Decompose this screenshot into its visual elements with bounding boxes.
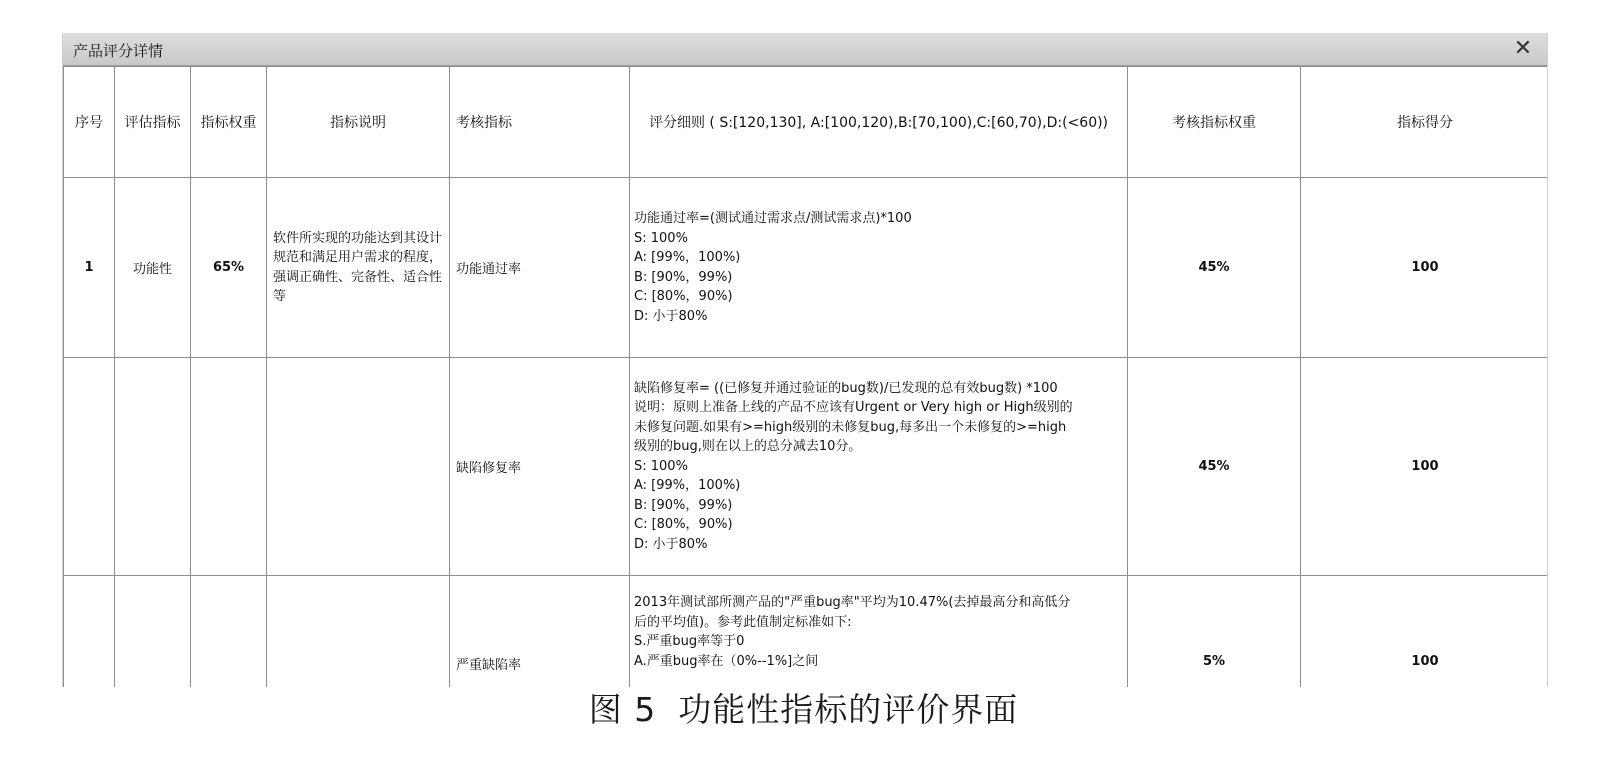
cell-score: 100: [1301, 576, 1548, 688]
cell-rules: [630, 576, 1128, 688]
header-score: 指标得分: [1301, 67, 1548, 178]
rule-line: B: [90%，99%): [634, 497, 733, 513]
rule-line: S: 100%: [634, 230, 688, 246]
rule-line: A: [99%，100%): [634, 478, 741, 494]
rule-line: 说明：原则上准备上线的产品不应该有Urgent or Very high or High级别的: [634, 400, 1073, 416]
rule-line: 级别的bug,则在以上的总分减去10分。: [634, 439, 862, 455]
cell-score: 100: [1301, 178, 1548, 358]
cell-seq: 1: [64, 178, 115, 358]
cell-kpi: 严重缺陷率: [450, 576, 630, 688]
dialog-titlebar: [63, 33, 1547, 66]
table-row[interactable]: [64, 178, 1548, 358]
dialog-title: 产品评分详情: [73, 42, 164, 60]
rule-line: C: [80%，90%): [634, 289, 733, 304]
cell-weight: [191, 576, 267, 688]
table-row[interactable]: [64, 358, 1548, 576]
cell-kpi: 缺陷修复率: [450, 358, 630, 576]
cell-seq: [64, 358, 115, 576]
header-kpi: 考核指标: [450, 67, 630, 178]
figure-title: 功能性指标的评价界面: [678, 690, 1019, 729]
header-seq: 序号: [64, 67, 115, 178]
cell-score: 100: [1301, 358, 1548, 576]
rule-line: D: 小于80%: [634, 536, 708, 552]
rule-line: 未修复问题.如果有>=high级别的未修复bug,每多出一个未修复的>=high: [634, 419, 1067, 435]
rule-line: 后的平均值)。参考此值制定标准如下:: [634, 614, 852, 630]
cell-metric: 功能性: [115, 178, 191, 358]
rule-line: C: [80%，90%): [634, 517, 733, 533]
product-score-dialog: [62, 33, 1548, 687]
score-table: [63, 66, 1547, 687]
rule-line: 功能通过率=(测试通过需求点/测试需求点)*100: [634, 211, 912, 226]
cell-seq: [64, 576, 115, 688]
cell-description: [267, 358, 450, 576]
cell-kpi-weight: 45%: [1128, 178, 1301, 358]
cell-weight: [191, 358, 267, 576]
rule-line: A: [99%，100%): [634, 250, 741, 265]
rule-line: 缺陷修复率= ((已修复并通过验证的bug数)/已发现的总有效bug数) *100: [634, 380, 1058, 396]
figure-number: 图 5: [588, 690, 657, 729]
cell-kpi-weight: 5%: [1128, 576, 1301, 688]
cell-kpi: 功能通过率: [450, 178, 630, 358]
figure-caption: [0, 684, 1607, 731]
header-weight: 指标权重: [191, 67, 267, 178]
rule-line: 2013年测试部所测产品的"严重bug率"平均为10.47%(去掉最高分和高低分: [634, 595, 1071, 610]
rule-line: B: [90%，99%): [634, 269, 733, 285]
rule-line: A.严重bug率在（0%--1%]之间: [634, 653, 819, 669]
rule-line: S.严重bug率等于0: [634, 634, 745, 649]
cell-description: 软件所实现的功能达到其设计规范和满足用户需求的程度，强调正确性、完备性、适合性等: [267, 178, 450, 358]
cell-rules: [630, 178, 1128, 358]
header-kpi-weight: 考核指标权重: [1128, 67, 1301, 178]
close-icon[interactable]: ✕: [1513, 36, 1533, 61]
cell-weight: 65%: [191, 178, 267, 358]
table-row[interactable]: [64, 576, 1548, 688]
header-metric: 评估指标: [115, 67, 191, 178]
cell-kpi-weight: 45%: [1128, 358, 1301, 576]
cell-metric: [115, 358, 191, 576]
rule-line: S: 100%: [634, 458, 688, 474]
header-rules: 评分细则 ( S:[120,130], A:[100,120),B:[70,100),C:[60,70),D:(<60)): [630, 67, 1128, 178]
score-table-container[interactable]: [63, 66, 1547, 687]
table-header-row: [64, 67, 1548, 178]
cell-rules: [630, 358, 1128, 576]
cell-metric: [115, 576, 191, 688]
rule-line: D: 小于80%: [634, 308, 708, 324]
cell-description: [267, 576, 450, 688]
header-description: 指标说明: [267, 67, 450, 178]
